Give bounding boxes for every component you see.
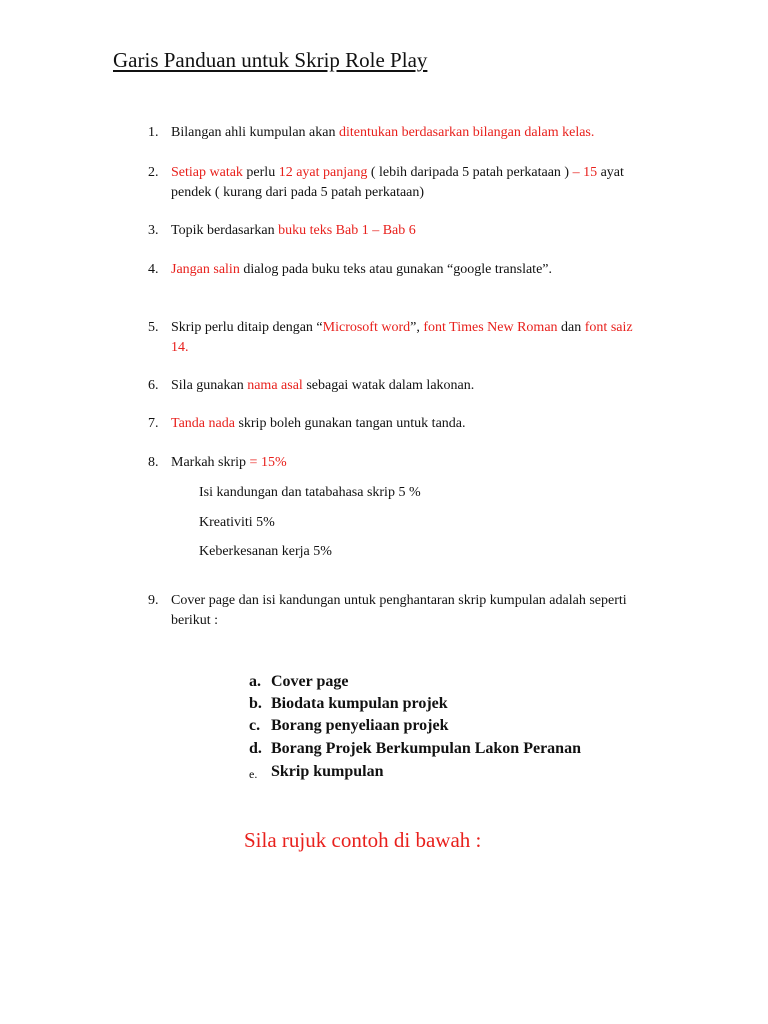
list-letter: d. <box>249 740 262 757</box>
item-number: 9. <box>148 593 159 608</box>
list-text: Skrip kumpulan <box>271 763 384 780</box>
plain-text: Topik berdasarkan <box>171 223 279 238</box>
highlighted-text: Microsoft word <box>322 320 411 335</box>
plain-text: Sila gunakan <box>171 378 248 393</box>
list-text: Cover page <box>271 673 349 690</box>
item-number: 2. <box>148 165 159 180</box>
item-number: 4. <box>148 262 159 277</box>
item-number: 3. <box>148 223 159 238</box>
highlighted-text: = 15% <box>249 455 287 470</box>
plain-text: ”, <box>410 320 424 335</box>
highlighted-text: 12 ayat panjang <box>278 165 368 180</box>
item-text <box>171 591 646 631</box>
highlighted-text: nama asal <box>247 378 303 393</box>
highlighted-text: buku teks Bab 1 – Bab 6 <box>278 223 416 238</box>
marks-item-effectiveness: Keberkesanan kerja 5% <box>199 544 332 559</box>
item-text <box>171 318 646 358</box>
highlighted-text: – 15 <box>572 165 598 180</box>
item-text <box>171 163 646 203</box>
plain-text: Cover page dan isi kandungan untuk penghantaran skrip kumpulan adalah seperti berikut : <box>171 593 627 628</box>
plain-text: perlu <box>242 165 279 180</box>
item-text <box>171 453 646 473</box>
list-text: Borang penyeliaan projek <box>271 717 449 734</box>
marks-item-creativity: Kreativiti 5% <box>199 515 275 530</box>
item-number: 7. <box>148 416 159 431</box>
plain-text: ayat pendek ( kurang dari pada 5 patah perkataan) <box>171 165 624 200</box>
plain-text: skrip boleh gunakan tangan untuk tanda. <box>234 416 466 431</box>
list-text: Biodata kumpulan projek <box>271 695 448 712</box>
item-number: 5. <box>148 320 159 335</box>
plain-text: dan <box>557 320 585 335</box>
list-letter: e. <box>249 767 258 781</box>
item-number: 6. <box>148 378 159 393</box>
item-text <box>171 260 646 280</box>
list-text: Borang Projek Berkumpulan Lakon Peranan <box>271 740 581 757</box>
item-text <box>171 123 646 143</box>
item-text <box>171 376 646 396</box>
highlighted-text: font Times New Roman <box>423 320 558 335</box>
item-text <box>171 414 646 434</box>
highlighted-text: Jangan salin <box>171 262 240 277</box>
plain-text: Skrip perlu ditaip dengan “ <box>171 320 323 335</box>
highlighted-text: ditentukan berdasarkan bilangan dalam kelas. <box>338 125 595 140</box>
highlighted-text: font saiz 14. <box>171 320 633 355</box>
item-number: 1. <box>148 125 159 140</box>
plain-text: ( lebih daripada 5 patah perkataan ) <box>367 165 573 180</box>
list-letter: b. <box>249 695 262 712</box>
page-title: Garis Panduan untuk Skrip Role Play <box>113 48 428 72</box>
plain-text: Markah skrip <box>171 455 250 470</box>
item-text <box>171 221 646 241</box>
highlighted-text: Tanda nada <box>171 416 235 431</box>
item-number: 8. <box>148 455 159 470</box>
plain-text: dialog pada buku teks atau gunakan “google translate”. <box>239 262 552 277</box>
plain-text: Bilangan ahli kumpulan akan <box>171 125 339 140</box>
plain-text: sebagai watak dalam lakonan. <box>302 378 475 393</box>
footer-note: Sila rujuk contoh di bawah : <box>244 828 482 852</box>
list-letter: c. <box>249 717 261 734</box>
marks-item-content: Isi kandungan dan tatabahasa skrip 5 % <box>199 485 421 500</box>
list-letter: a. <box>249 673 261 690</box>
highlighted-text: Setiap watak <box>171 165 243 180</box>
